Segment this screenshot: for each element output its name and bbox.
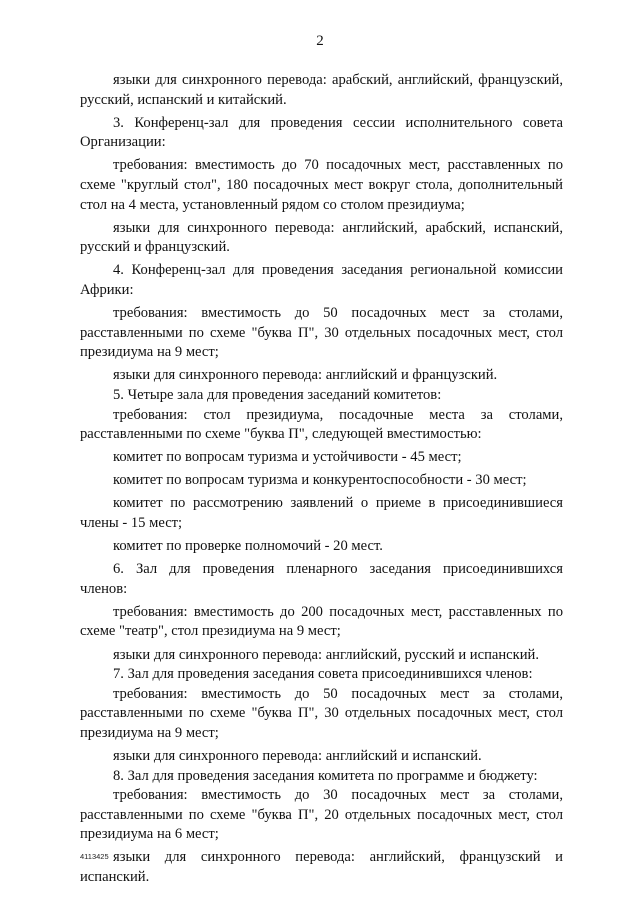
paragraph: требования: вместимость до 50 посадочных мест за столами, расставленными по схеме "буква П", 30 отдельных посадочных мест, стол президиума на 9 мест; — [80, 305, 563, 361]
paragraph: языки для синхронного перевода: английский, французский и испанский. — [80, 849, 563, 886]
paragraph: требования: вместимость до 50 посадочных мест за столами, расставленными по схеме "буква П", 30 отдельных посадочных мест, стол президиума на 9 мест; — [80, 685, 563, 741]
paragraph: 6. Зал для проведения пленарного заседания присоединившихся членов: — [80, 561, 563, 597]
paragraph: комитет по вопросам туризма и устойчивости - 45 мест; — [113, 449, 462, 466]
paragraph: языки для синхронного перевода: арабский, английский, французский, русский, испанский и китайский. — [80, 72, 563, 108]
paragraph: комитет по проверке полномочий - 20 мест. — [113, 538, 383, 555]
paragraph: 3. Конференц-зал для проведения сессии исполнительного совета Организации: — [80, 114, 563, 151]
paragraph: 8. Зал для проведения заседания комитета по программе и бюджету: — [113, 767, 538, 784]
document-body — [80, 71, 563, 888]
paragraph: языки для синхронного перевода: английский и французский. — [113, 367, 498, 384]
paragraph: требования: вместимость до 70 посадочных мест, расставленных по схеме "круглый стол", 180 посадочных мест вокруг стола, дополнительный стол на 4 места, установленный рядом со столом президиума; — [80, 157, 563, 213]
paragraph: 7. Зал для проведения заседания совета присоединившихся членов: — [113, 666, 533, 683]
paragraph: языки для синхронного перевода: английский, арабский, испанский, русский и французский. — [80, 219, 563, 256]
paragraph: требования: стол президиума, посадочные места за столами, расставленными по схеме "буква П", следующей вместимостью: — [80, 406, 563, 443]
document-id: 4113425 — [80, 852, 109, 861]
page-number: 2 — [316, 33, 324, 49]
paragraph: 5. Четыре зала для проведения заседаний комитетов: — [113, 386, 442, 403]
paragraph: языки для синхронного перевода: английский и испанский. — [113, 748, 482, 764]
paragraph: языки для синхронного перевода: английский, русский и испанский. — [113, 646, 540, 663]
paragraph: требования: вместимость до 30 посадочных мест за столами, расставленными по схеме "буква П", 20 отдельных посадочных мест, стол президиума на 6 мест; — [80, 787, 563, 843]
paragraph: комитет по вопросам туризма и конкурентоспособности - 30 мест; — [113, 472, 527, 489]
paragraph: 4. Конференц-зал для проведения заседания региональной комиссии Африки: — [80, 262, 563, 298]
paragraph: требования: вместимость до 200 посадочных мест, расставленных по схеме "театр", стол президиума на 9 мест; — [80, 603, 563, 640]
paragraph: комитет по рассмотрению заявлений о приеме в присоединившиеся члены - 15 мест; — [80, 495, 563, 531]
